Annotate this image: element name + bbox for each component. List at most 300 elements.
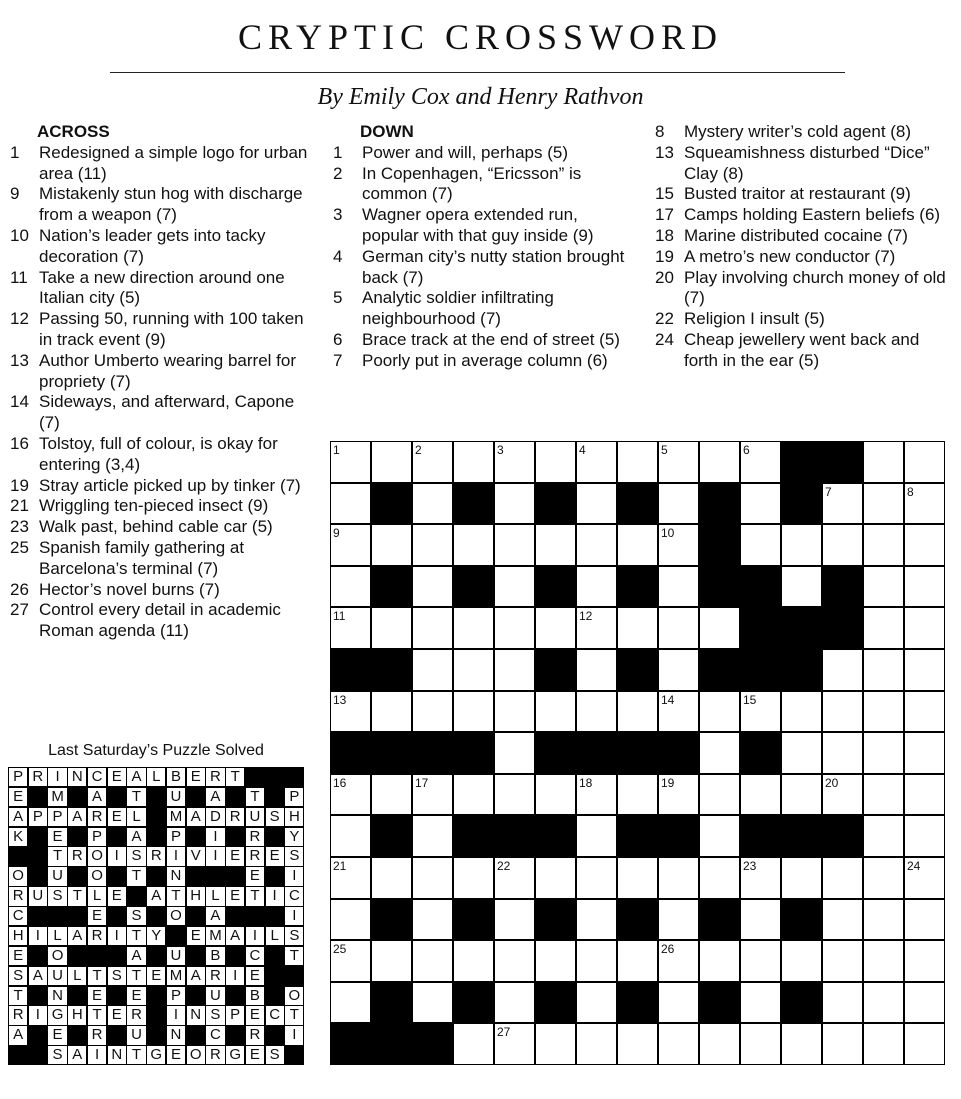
grid-cell[interactable] [618,941,657,981]
clue-down-7[interactable] [333,351,633,372]
clue-number: 3 [333,205,343,225]
grid-cell[interactable] [823,900,862,940]
down-heading: DOWN [360,122,414,141]
clue-down2-24[interactable] [655,330,955,372]
grid-cell[interactable] [618,442,657,482]
grid-cell[interactable] [495,775,534,815]
clue-number: 19 [655,246,674,266]
grid-cell[interactable] [495,983,534,1023]
solution-cell: P [29,808,47,826]
clue-number: 27 [10,600,29,620]
grid-cell[interactable] [331,775,370,815]
grid-cell[interactable] [700,733,739,773]
grid-cell[interactable] [413,692,452,732]
grid-cell[interactable] [864,484,903,524]
solution-cell: G [48,1006,66,1024]
clue-text: Brace track at the end of street (5) [362,329,620,349]
grid-cell[interactable] [495,525,534,565]
solution-cell: S [266,808,284,826]
grid-cell[interactable] [700,941,739,981]
solution-cell: I [167,1006,185,1024]
clue-across-11[interactable] [10,268,310,310]
clue-across-10[interactable] [10,226,310,268]
grid-cell[interactable] [782,1024,821,1064]
grid-cell[interactable] [413,650,452,690]
grid-cell[interactable] [331,567,370,607]
grid-cell[interactable] [413,816,452,856]
solution-cell: T [127,788,145,806]
clue-text: Power and will, perhaps (5) [362,142,568,162]
grid-cell[interactable] [413,941,452,981]
grid-cell[interactable] [495,941,534,981]
grid-cell[interactable] [413,858,452,898]
grid-cell[interactable] [823,484,862,524]
grid-cell[interactable] [659,650,698,690]
grid-cell[interactable] [372,858,411,898]
solution-cell: C [9,907,27,925]
grid-cell[interactable] [413,608,452,648]
solution-cell: I [29,927,47,945]
grid-cell[interactable] [741,983,780,1023]
solution-cell: R [9,1006,27,1024]
grid-cell[interactable] [905,442,944,482]
solution-cell: I [206,828,224,846]
grid-cell[interactable] [536,941,575,981]
solution-cell: E [226,887,244,905]
grid-cell[interactable] [905,650,944,690]
solution-cell: A [88,788,106,806]
solution-cell: H [285,808,303,826]
grid-cell[interactable] [782,733,821,773]
solution-cell: H [187,887,205,905]
cell-number: 2 [415,443,422,457]
grid-cell[interactable] [823,692,862,732]
grid-cell[interactable] [864,692,903,732]
solution-cell: M [167,967,185,985]
clue-down-4[interactable] [333,247,633,289]
grid-cell[interactable] [864,816,903,856]
solution-cell: T [226,768,244,786]
grid-cell[interactable] [618,775,657,815]
cell-number: 12 [579,609,593,624]
solution-cell: E [127,987,145,1005]
grid-cell[interactable] [454,525,493,565]
grid-cell[interactable] [864,733,903,773]
down-list-continued [655,122,955,372]
clue-down-3[interactable] [333,205,633,247]
solution-cell: E [48,828,66,846]
grid-cell[interactable] [741,858,780,898]
grid-cell[interactable] [700,1024,739,1064]
grid-cell[interactable] [659,941,698,981]
solution-cell: E [108,808,126,826]
grid-cell[interactable] [700,816,739,856]
grid-cell[interactable] [782,775,821,815]
grid-cell[interactable] [905,567,944,607]
clue-text: Take a new direction around one Italian city (5) [39,267,285,308]
grid-cell[interactable] [577,983,616,1023]
solution-cell: E [246,867,264,885]
clue-number: 2 [333,163,343,183]
grid-cell[interactable] [495,692,534,732]
grid-cell[interactable] [659,900,698,940]
grid-cell[interactable] [864,900,903,940]
solution-cell: E [246,967,264,985]
clue-text: Wagner opera extended run, popular with that guy inside (9) [362,205,594,245]
grid-cell[interactable] [782,858,821,898]
title-divider [110,72,845,73]
grid-cell[interactable] [413,484,452,524]
down-list [333,143,633,372]
grid-cell[interactable] [331,608,370,648]
clue-across-25[interactable] [10,538,310,580]
grid-cell[interactable] [659,692,698,732]
clue-across-21[interactable] [10,496,310,517]
clue-down2-15[interactable] [655,184,955,205]
clue-down-6[interactable] [333,330,633,351]
clue-text: Walk past, behind cable car (5) [39,517,273,537]
cell-number: 6 [743,443,750,457]
grid-cell[interactable] [864,775,903,815]
grid-cell[interactable] [331,816,370,856]
clue-across-23[interactable] [10,517,310,538]
solution-cell: R [127,1006,145,1024]
grid-cell[interactable] [864,1024,903,1064]
clue-across-1[interactable] [10,143,310,185]
solution-cell: Y [147,927,165,945]
grid-cell[interactable] [618,858,657,898]
solution-cell: P [167,987,185,1005]
solution-cell: P [167,828,185,846]
solution-cell: L [88,887,106,905]
solution-cell: S [48,1046,66,1064]
clue-number: 13 [655,142,674,162]
solution-cell: N [68,768,86,786]
grid-cell[interactable] [331,983,370,1023]
grid-cell[interactable] [905,858,944,898]
clue-across-14[interactable] [10,392,310,434]
clue-down2-19[interactable] [655,247,955,268]
solution-cell: P [88,828,106,846]
clue-down2-18[interactable] [655,226,955,247]
cell-number: 22 [497,859,511,873]
cell-number: 3 [497,443,504,457]
grid-cell[interactable] [823,858,862,898]
grid-cell[interactable] [331,941,370,981]
grid-cell[interactable] [864,858,903,898]
solution-cell: I [285,907,303,925]
grid-cell[interactable] [618,525,657,565]
clue-text: Religion I insult (5) [684,309,825,329]
grid-cell[interactable] [577,900,616,940]
grid-cell[interactable] [905,608,944,648]
grid-cell[interactable] [659,858,698,898]
grid-cell[interactable] [495,650,534,690]
cell-number: 14 [661,692,675,707]
grid-cell[interactable] [495,733,534,773]
solution-cell: R [68,847,86,865]
grid-cell[interactable] [700,775,739,815]
grid-cell[interactable] [577,1024,616,1064]
grid-cell[interactable] [905,692,944,732]
grid-cell[interactable] [700,692,739,732]
grid-cell[interactable] [495,1024,534,1064]
solution-cell: A [147,887,165,905]
clue-number: 10 [10,225,29,245]
clue-number: 11 [10,267,28,287]
grid-cell[interactable] [372,692,411,732]
clue-down2-17[interactable] [655,205,955,226]
grid-cell[interactable] [413,900,452,940]
solution-cell: A [187,967,205,985]
solution-cell: I [266,887,284,905]
grid-cell[interactable] [741,442,780,482]
solution-cell: N [167,1026,185,1044]
grid-cell[interactable] [536,442,575,482]
clue-number: 20 [655,267,674,287]
solution-cell: N [187,1006,205,1024]
solution-cell: E [187,768,205,786]
cell-number: 23 [743,859,757,873]
grid-cell[interactable] [536,1024,575,1064]
solution-cell: U [127,1026,145,1044]
solution-cell: O [9,867,27,885]
grid-cell[interactable] [454,858,493,898]
clue-across-13[interactable] [10,351,310,393]
grid-cell[interactable] [905,900,944,940]
grid-cell[interactable] [905,525,944,565]
cell-number: 8 [907,484,914,499]
grid-cell[interactable] [331,525,370,565]
clue-across-19[interactable] [10,476,310,497]
solution-cell: A [206,788,224,806]
grid-cell[interactable] [372,442,411,482]
solution-cell: T [9,987,27,1005]
solution-cell: R [206,1046,224,1064]
solution-cell: R [246,847,264,865]
grid-cell[interactable] [413,442,452,482]
clue-down2-13[interactable] [655,143,955,185]
grid-cell[interactable] [700,858,739,898]
clue-down-1[interactable] [333,143,633,164]
solution-cell: V [187,847,205,865]
grid-cell[interactable] [536,775,575,815]
solution-cell: L [68,967,86,985]
grid-cell[interactable] [495,567,534,607]
grid-cell[interactable] [577,525,616,565]
solution-cell: R [206,768,224,786]
grid-cell[interactable] [823,733,862,773]
grid-cell[interactable] [864,525,903,565]
grid-cell[interactable] [823,983,862,1023]
grid-cell[interactable] [864,650,903,690]
solution-cell: B [167,768,185,786]
clue-across-16[interactable] [10,434,310,476]
grid-cell[interactable] [331,692,370,732]
solution-cell: S [266,1046,284,1064]
grid-cell[interactable] [454,1024,493,1064]
cell-number: 17 [415,775,429,790]
grid-cell[interactable] [864,608,903,648]
grid-cell[interactable] [864,442,903,482]
grid-cell[interactable] [495,900,534,940]
grid-cell[interactable] [823,941,862,981]
solution-cell: U [48,867,66,885]
grid-cell[interactable] [372,941,411,981]
clue-down-5[interactable] [333,288,633,330]
grid-cell[interactable] [454,775,493,815]
grid-cell[interactable] [905,816,944,856]
grid-cell[interactable] [741,692,780,732]
grid-cell[interactable] [454,650,493,690]
grid-cell[interactable] [372,525,411,565]
grid-cell[interactable] [864,567,903,607]
grid-cell[interactable] [659,442,698,482]
grid-cell[interactable] [577,692,616,732]
grid-cell[interactable] [454,941,493,981]
grid-cell[interactable] [782,941,821,981]
grid-cell[interactable] [577,858,616,898]
across-clues [10,122,310,642]
solution-cell: C [206,1026,224,1044]
grid-cell[interactable] [495,858,534,898]
solution-cell: T [127,927,145,945]
grid-cell[interactable] [905,1024,944,1064]
grid-cell[interactable] [331,858,370,898]
grid-cell[interactable] [905,484,944,524]
solution-cell: T [127,967,145,985]
grid-cell[interactable] [413,525,452,565]
solution-cell: E [108,1006,126,1024]
clue-number: 13 [10,350,29,370]
clue-down2-8[interactable] [655,122,955,143]
clue-number: 5 [333,288,343,308]
grid-cell[interactable] [659,525,698,565]
solution-cell: A [187,808,205,826]
grid-cell[interactable] [659,567,698,607]
grid-cell[interactable] [577,442,616,482]
grid-cell[interactable] [741,484,780,524]
grid-cell[interactable] [577,775,616,815]
grid-cell[interactable] [372,608,411,648]
grid-cell[interactable] [618,1024,657,1064]
cell-number: 5 [661,443,668,457]
grid-cell[interactable] [741,900,780,940]
grid-cell[interactable] [905,941,944,981]
solution-cell: E [167,1046,185,1064]
grid-cell[interactable] [454,692,493,732]
clue-down2-22[interactable] [655,309,955,330]
grid-cell[interactable] [659,775,698,815]
grid-cell[interactable] [864,983,903,1023]
solution-cell: I [29,1006,47,1024]
grid-cell[interactable] [700,442,739,482]
grid-cell[interactable] [536,525,575,565]
grid-cell[interactable] [577,816,616,856]
grid-cell[interactable] [659,1024,698,1064]
clue-text: Poorly put in average column (6) [362,350,608,370]
clue-across-12[interactable] [10,309,310,351]
grid-cell[interactable] [495,442,534,482]
grid-cell[interactable] [495,608,534,648]
solution-cell: S [285,927,303,945]
grid-cell[interactable] [577,608,616,648]
cell-number: 20 [825,775,839,790]
solution-cell: B [246,987,264,1005]
grid-cell[interactable] [536,858,575,898]
grid-cell[interactable] [905,775,944,815]
grid-cell[interactable] [823,650,862,690]
grid-cell[interactable] [741,941,780,981]
solution-cell: O [48,947,66,965]
solution-cell: R [88,1026,106,1044]
grid-cell[interactable] [905,733,944,773]
solution-cell: T [285,1006,303,1024]
grid-cell[interactable] [823,1024,862,1064]
solution-cell: U [167,788,185,806]
grid-cell[interactable] [577,941,616,981]
clue-down-2[interactable] [333,164,633,206]
solution-cell: H [9,927,27,945]
grid-cell[interactable] [741,1024,780,1064]
solution-cell: S [9,967,27,985]
clue-text: Hector’s novel burns (7) [39,579,220,599]
grid-cell[interactable] [659,608,698,648]
clue-across-27[interactable] [10,600,310,642]
grid-cell[interactable] [782,567,821,607]
grid-cell[interactable] [741,775,780,815]
grid-cell[interactable] [413,983,452,1023]
grid-cell[interactable] [454,608,493,648]
grid-cell[interactable] [823,525,862,565]
grid-cell[interactable] [331,900,370,940]
grid-cell[interactable] [618,608,657,648]
solution-cell: A [68,808,86,826]
grid-cell[interactable] [618,692,657,732]
clue-text: Mistakenly stun hog with discharge from a weapon (7) [39,184,303,225]
grid-cell[interactable] [741,525,780,565]
grid-cell[interactable] [905,983,944,1023]
grid-cell[interactable] [700,608,739,648]
grid-cell[interactable] [331,484,370,524]
clue-down2-20[interactable] [655,268,955,310]
grid-cell[interactable] [659,983,698,1023]
clue-across-9[interactable] [10,184,310,226]
grid-cell[interactable] [454,442,493,482]
grid-cell[interactable] [413,775,452,815]
grid-cell[interactable] [782,692,821,732]
grid-cell[interactable] [577,567,616,607]
grid-cell[interactable] [823,775,862,815]
grid-cell[interactable] [577,650,616,690]
grid-cell[interactable] [536,692,575,732]
grid-cell[interactable] [372,775,411,815]
grid-cell[interactable] [577,484,616,524]
grid-cell[interactable] [659,484,698,524]
grid-cell[interactable] [782,525,821,565]
previous-puzzle-title: Last Saturday’s Puzzle Solved [48,742,264,759]
grid-cell[interactable] [864,941,903,981]
grid-cell[interactable] [536,608,575,648]
solution-cell: A [9,808,27,826]
solution-cell: R [246,1026,264,1044]
solution-cell: S [48,887,66,905]
grid-cell[interactable] [413,567,452,607]
grid-cell[interactable] [495,484,534,524]
solution-cell: C [88,768,106,786]
grid-cell[interactable] [331,442,370,482]
clue-across-26[interactable] [10,580,310,601]
